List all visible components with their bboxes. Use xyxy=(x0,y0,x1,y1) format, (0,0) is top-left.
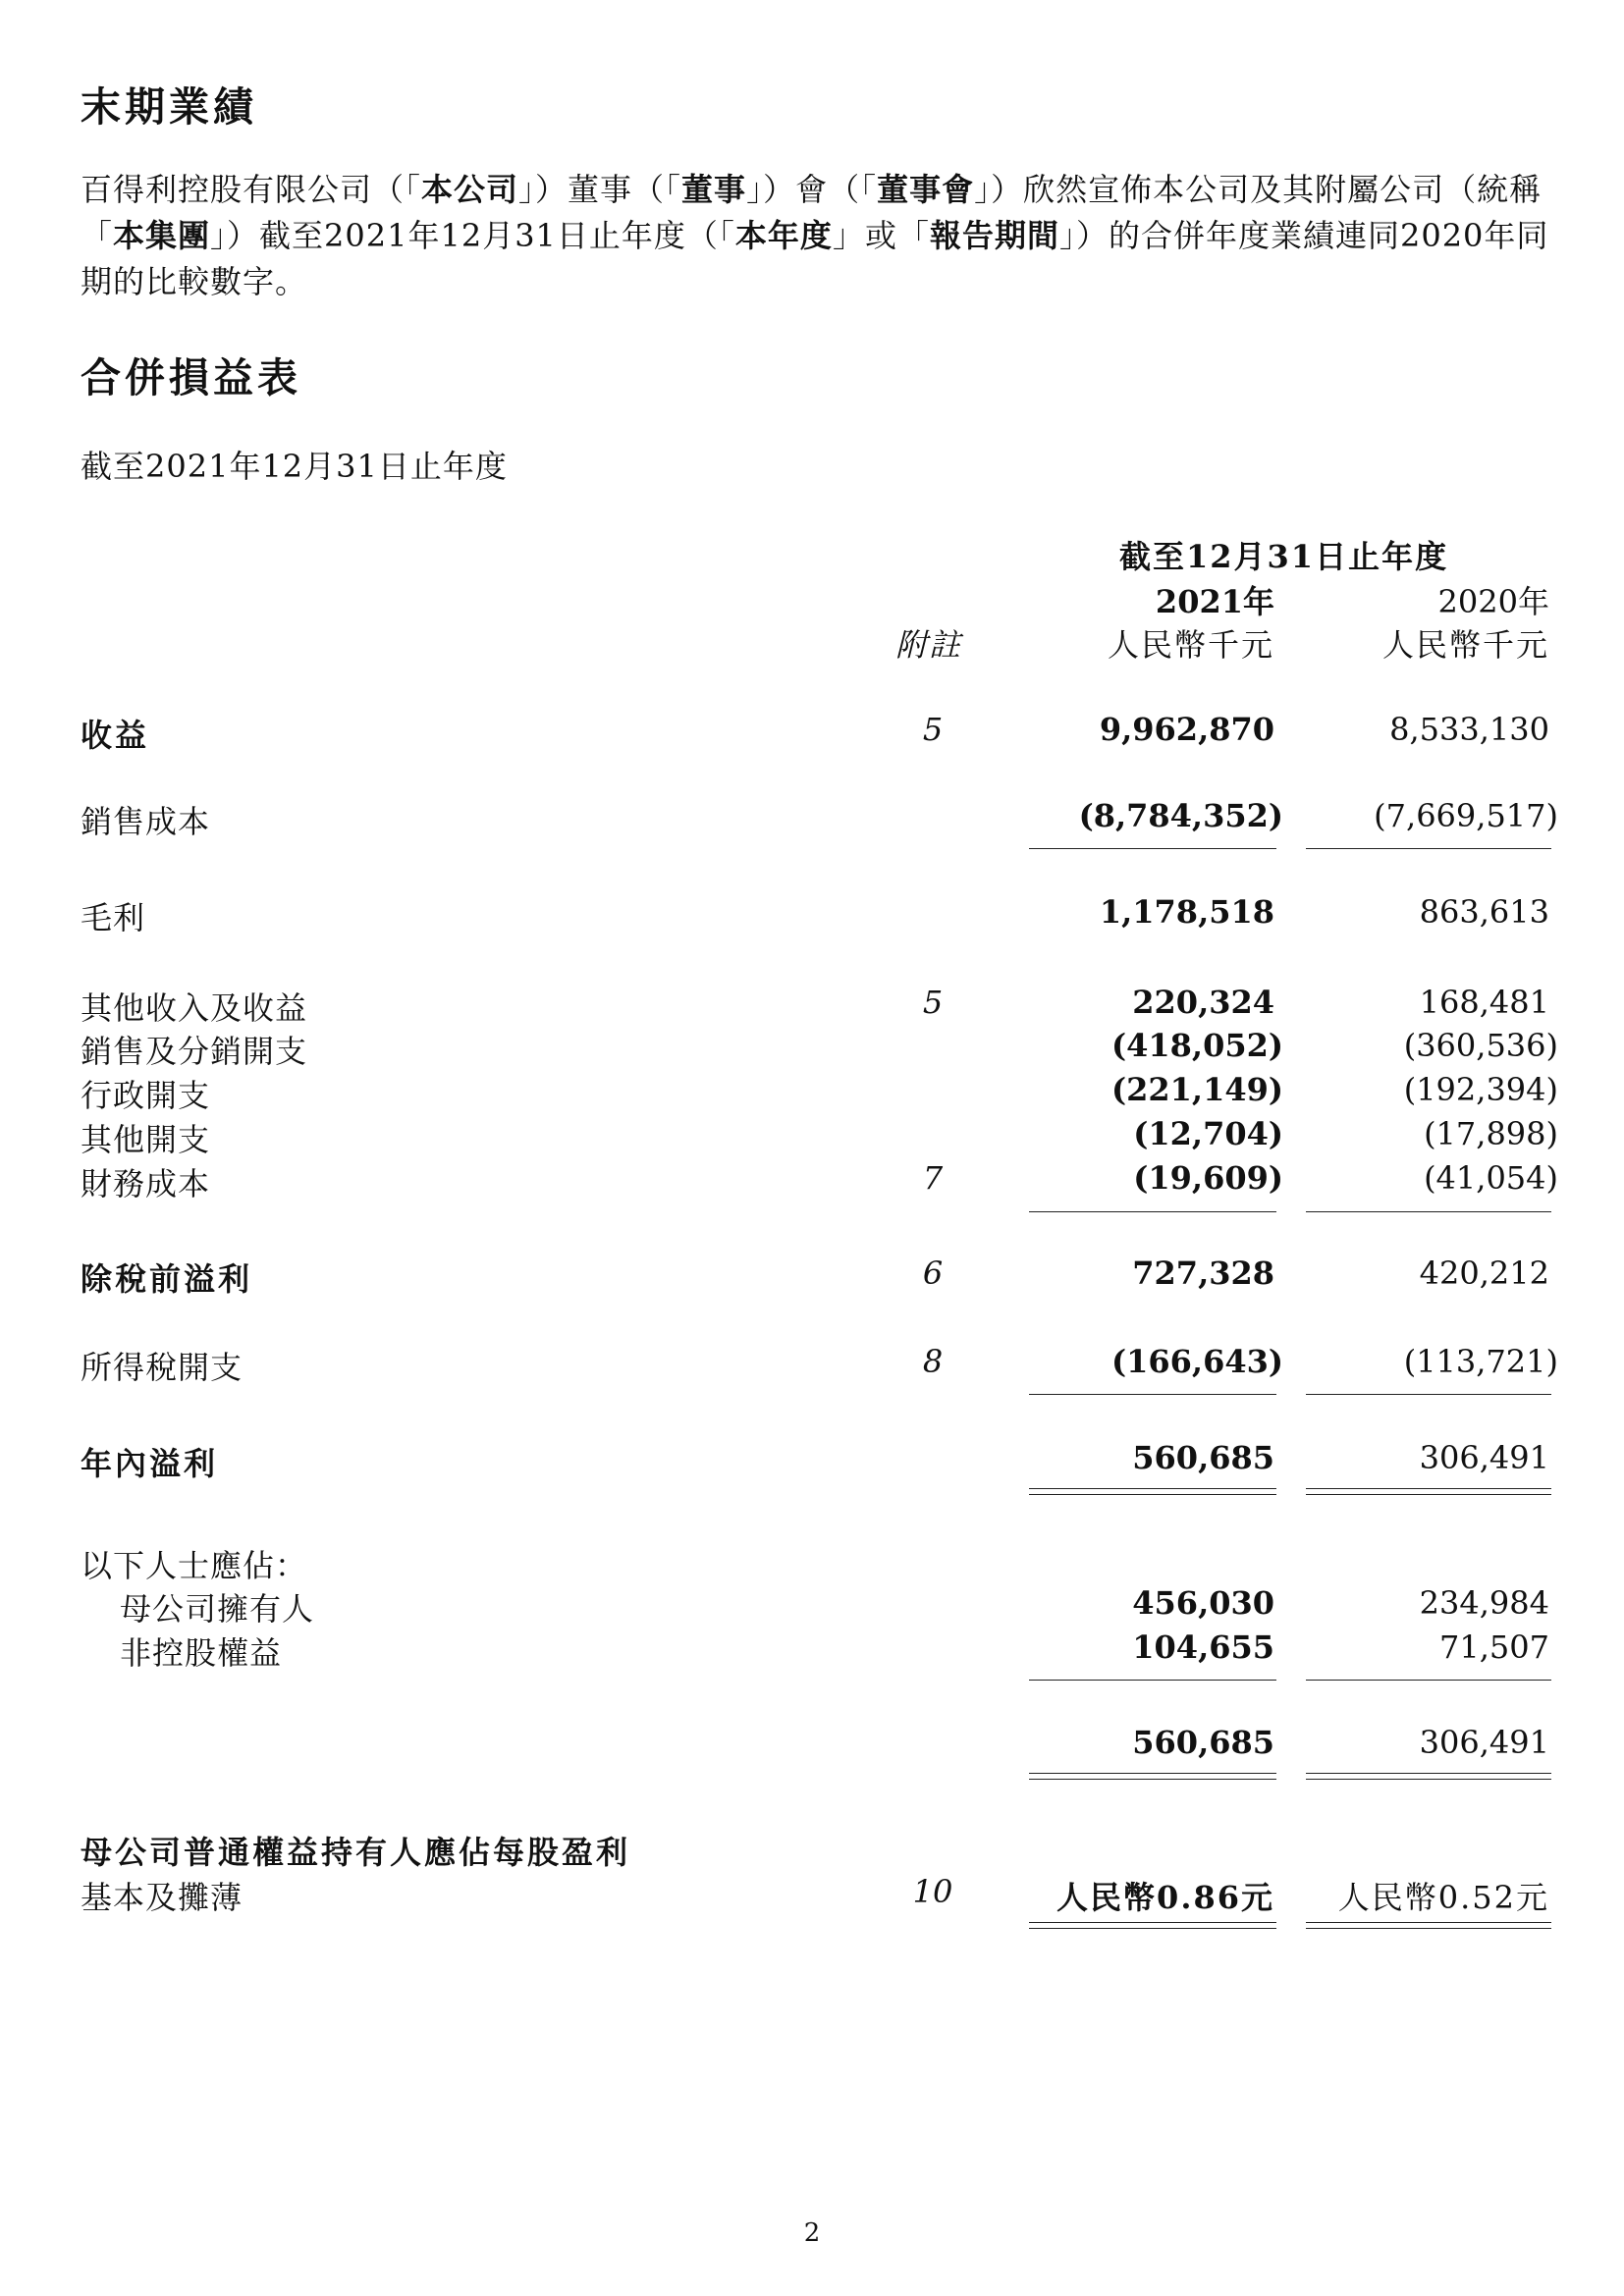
row-label: 收益 xyxy=(81,717,150,754)
column-unit-2020: 人民幣千元 xyxy=(1381,626,1549,664)
row-label: 除稅前溢利 xyxy=(81,1260,253,1298)
row-label: 年內溢利 xyxy=(81,1445,219,1482)
subtotal-rule xyxy=(1029,848,1276,849)
total-rule xyxy=(1029,1928,1276,1929)
row-note: 7 xyxy=(922,1159,944,1197)
total-rule xyxy=(1306,1494,1551,1495)
row-label: 基本及攤薄 xyxy=(81,1879,244,1916)
intro-text: 」或「 xyxy=(832,217,930,254)
value-2021: 人民幣0.86元 xyxy=(1056,1879,1274,1916)
value-2020: (192,394) xyxy=(1403,1071,1558,1108)
page-number: 2 xyxy=(803,2218,821,2248)
intro-term-group: 本集團 xyxy=(113,217,211,254)
table-row-other-expenses xyxy=(0,1115,1624,1158)
row-label: 其他收入及收益 xyxy=(81,989,308,1027)
value-2020: 306,491 xyxy=(1419,1439,1549,1476)
row-label: 財務成本 xyxy=(81,1165,211,1202)
table-row-total-attributable xyxy=(0,1724,1624,1767)
statement-heading: 合併損益表 xyxy=(81,354,301,401)
table-row-gross-profit xyxy=(0,893,1624,936)
value-2020: 420,212 xyxy=(1419,1255,1549,1292)
row-label: 毛利 xyxy=(81,899,146,936)
table-row-revenue xyxy=(0,711,1624,754)
value-2021: 727,328 xyxy=(1132,1255,1274,1292)
row-note: 8 xyxy=(922,1343,944,1380)
row-label: 行政開支 xyxy=(81,1077,211,1114)
total-rule xyxy=(1029,1779,1276,1780)
value-2020: 168,481 xyxy=(1419,984,1549,1021)
intro-term-reporting-period: 報告期間 xyxy=(929,217,1059,254)
total-rule xyxy=(1306,1922,1551,1923)
table-row-profit-for-year xyxy=(0,1439,1624,1482)
value-2021: 456,030 xyxy=(1132,1584,1274,1622)
value-2021: (8,784,352) xyxy=(1078,797,1283,834)
table-row-other-income xyxy=(0,984,1624,1027)
value-2020: 8,533,130 xyxy=(1389,711,1549,748)
table-row-admin-expenses xyxy=(0,1071,1624,1114)
value-2020: 234,984 xyxy=(1419,1584,1549,1622)
value-2021: 1,178,518 xyxy=(1099,893,1274,931)
value-2020: 306,491 xyxy=(1419,1724,1549,1761)
value-2021: (12,704) xyxy=(1133,1115,1283,1152)
subtotal-rule xyxy=(1306,1680,1551,1681)
value-2021: (166,643) xyxy=(1110,1343,1283,1380)
value-2020: 863,613 xyxy=(1419,893,1549,931)
table-row-owners-of-parent xyxy=(0,1584,1624,1628)
column-year-2020: 2020年 xyxy=(1437,583,1549,620)
total-rule xyxy=(1306,1928,1551,1929)
subtotal-rule xyxy=(1306,1394,1551,1395)
table-row-cost-of-sales xyxy=(0,797,1624,840)
column-group-header: 截至12月31日止年度 xyxy=(1119,538,1449,575)
column-year-2021: 2021年 xyxy=(1155,583,1274,620)
value-2020: 71,507 xyxy=(1439,1629,1549,1666)
value-2020: (41,054) xyxy=(1424,1159,1558,1197)
statement-period: 截至2021年12月31日止年度 xyxy=(81,448,508,485)
intro-text: 百得利控股有限公司（「 xyxy=(81,171,422,208)
value-2020: (360,536) xyxy=(1403,1027,1558,1064)
intro-term-company: 本公司 xyxy=(421,171,519,208)
row-label: 銷售成本 xyxy=(81,803,211,840)
value-2020: (113,721) xyxy=(1403,1343,1558,1380)
value-2021: 560,685 xyxy=(1132,1439,1274,1476)
row-label: 銷售及分銷開支 xyxy=(81,1033,308,1070)
intro-text: 」）的合併年度業績連同2020年同期的比較數字。 xyxy=(81,217,1549,300)
intro-term-directors: 董事 xyxy=(681,171,747,208)
total-rule xyxy=(1029,1494,1276,1495)
value-2021: 560,685 xyxy=(1132,1724,1274,1761)
total-rule xyxy=(1029,1488,1276,1489)
total-rule xyxy=(1306,1773,1551,1774)
total-rule xyxy=(1306,1779,1551,1780)
value-2021: (221,149) xyxy=(1110,1071,1283,1108)
subtotal-rule xyxy=(1029,1394,1276,1395)
value-2021: 9,962,870 xyxy=(1099,711,1274,748)
table-row-attributable-heading xyxy=(0,1541,1624,1584)
table-row-income-tax xyxy=(0,1343,1624,1386)
row-label: 其他開支 xyxy=(81,1121,211,1158)
intro-term-board: 董事會 xyxy=(877,171,975,208)
value-2021: (418,052) xyxy=(1110,1027,1283,1064)
row-label: 非控股權益 xyxy=(120,1634,283,1672)
intro-term-year: 本年度 xyxy=(734,217,833,254)
subtotal-rule xyxy=(1306,848,1551,849)
intro-text: 」）董事（「 xyxy=(518,171,682,208)
row-label: 母公司擁有人 xyxy=(120,1590,315,1628)
row-note: 5 xyxy=(922,711,944,748)
value-2020: 人民幣0.52元 xyxy=(1337,1879,1549,1916)
table-row-profit-before-tax xyxy=(0,1255,1624,1298)
row-label: 所得稅開支 xyxy=(81,1349,244,1386)
total-rule xyxy=(1029,1922,1276,1923)
table-row-finance-costs xyxy=(0,1159,1624,1202)
value-2021: 104,655 xyxy=(1132,1629,1274,1666)
table-row-selling-expenses xyxy=(0,1027,1624,1070)
column-note-header: 附註 xyxy=(895,626,963,664)
total-rule xyxy=(1306,1488,1551,1489)
intro-text: 」）截至2021年12月31日止年度（「 xyxy=(210,217,735,254)
results-heading: 末期業績 xyxy=(81,83,257,131)
value-2021: (19,609) xyxy=(1133,1159,1283,1197)
table-row-non-controlling xyxy=(0,1629,1624,1672)
row-label: 以下人士應佔： xyxy=(81,1547,308,1584)
subtotal-rule xyxy=(1029,1211,1276,1212)
value-2020: (17,898) xyxy=(1424,1115,1558,1152)
total-rule xyxy=(1029,1773,1276,1774)
row-note: 10 xyxy=(912,1873,953,1910)
value-2021: 220,324 xyxy=(1132,984,1274,1021)
intro-text: 」）會（「 xyxy=(746,171,878,208)
subtotal-rule xyxy=(1029,1680,1276,1681)
table-row-eps-heading xyxy=(0,1828,1624,1871)
row-note: 5 xyxy=(922,984,944,1021)
subtotal-rule xyxy=(1306,1211,1551,1212)
intro-text: 」）欣然宣佈本公司及其附屬公司（統稱「 xyxy=(81,171,1543,254)
row-label: 母公司普通權益持有人應佔每股盈利 xyxy=(81,1834,631,1871)
row-note: 6 xyxy=(922,1255,944,1292)
intro-paragraph xyxy=(81,167,1563,305)
table-row-eps-basic-diluted xyxy=(0,1873,1624,1916)
column-unit-2021: 人民幣千元 xyxy=(1107,626,1274,664)
value-2020: (7,669,517) xyxy=(1374,797,1558,834)
